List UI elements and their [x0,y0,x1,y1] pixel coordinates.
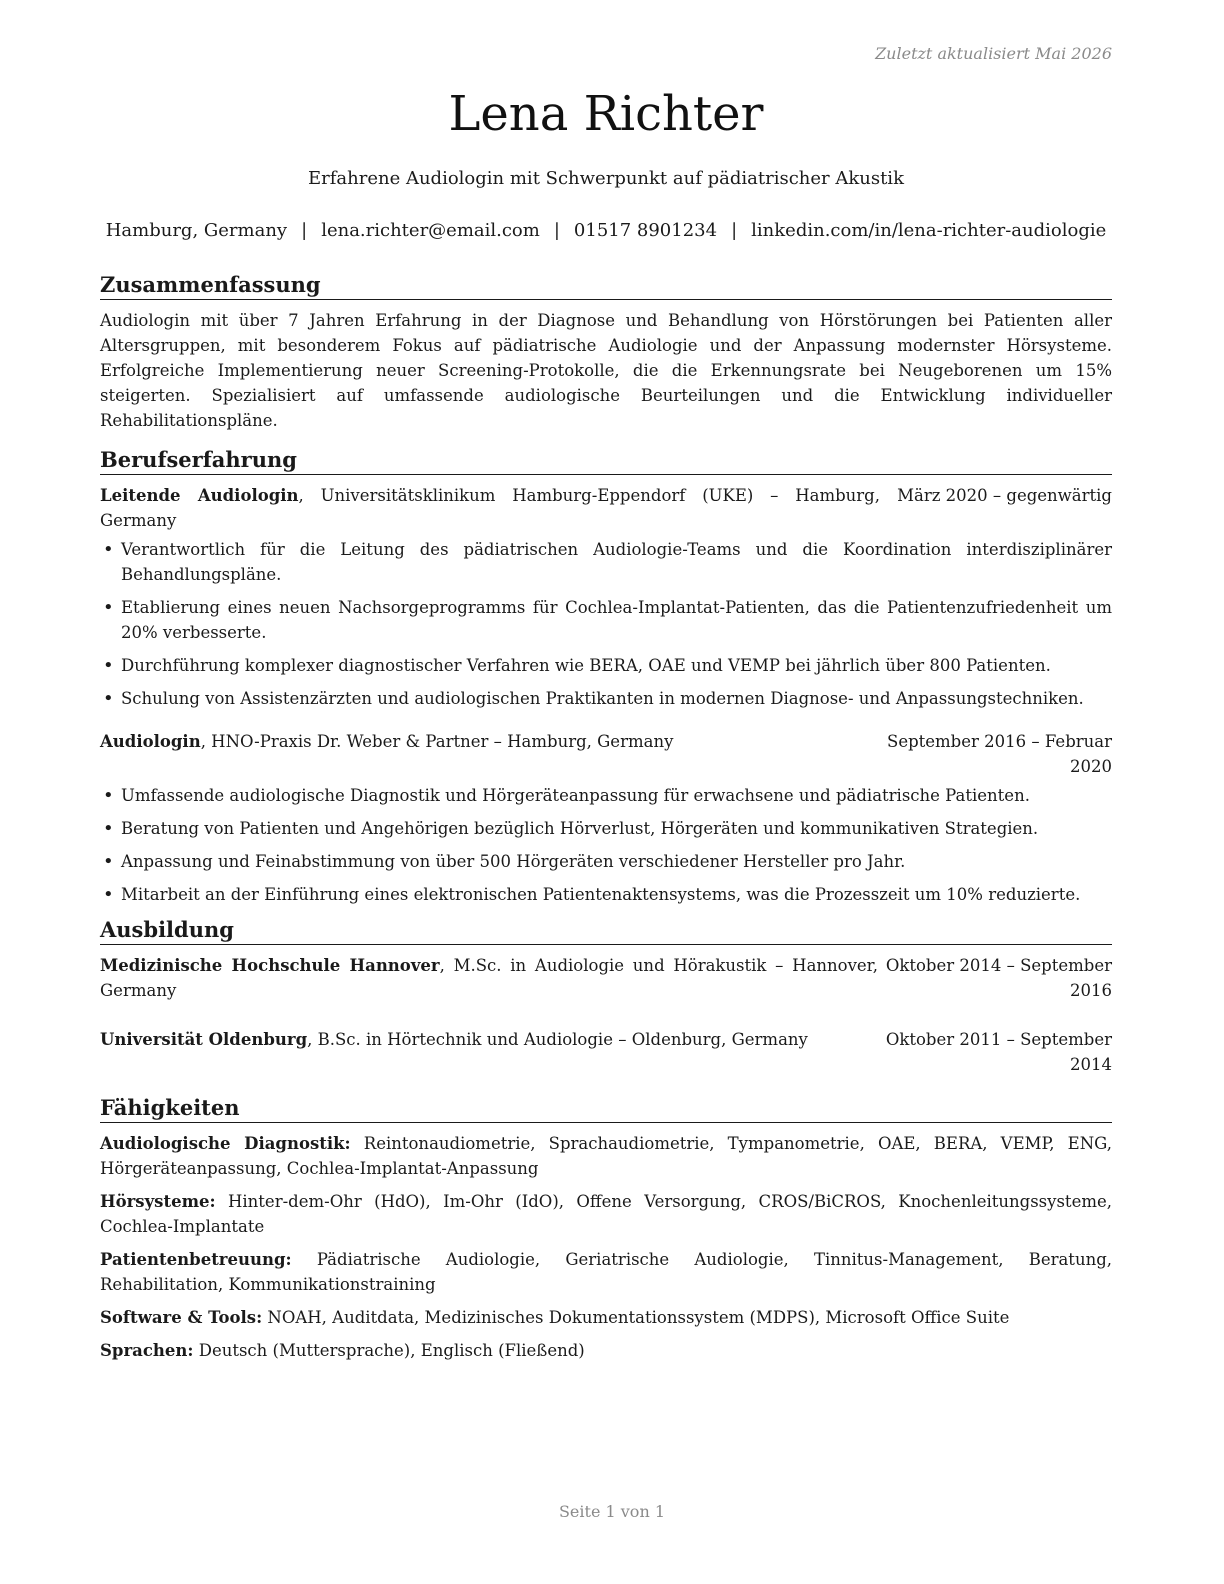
education-line [100,953,878,1003]
skill-row [100,1189,1112,1239]
resume-content [100,272,1112,1371]
skills-section [100,1095,1112,1363]
tagline: Erfahrene Audiologin mit Schwerpunkt auf pädiatrischer Akustik [308,168,904,189]
education-entry [100,1027,1112,1077]
job-bullet: • Umfassende audiologische Diagnostik und Hörgeräteanpassung für erwachsene und pädiatrische Patienten. [100,783,1112,808]
job-header [100,729,1112,779]
degree-info: , M.Sc. in Audiologie und Hörakustik – Hannover, Germany [100,956,878,1000]
contact-separator: | [553,220,560,241]
skill-label: Software & Tools: [100,1308,263,1327]
job-title: Audiologin [100,732,201,751]
degree-info: , B.Sc. in Hörtechnik und Audiologie – Oldenburg, Germany [307,1030,808,1049]
job-employer: , Universitätsklinikum Hamburg-Eppendorf (UKE) – Hamburg, Germany [100,486,880,530]
contact-linkedin[interactable]: linkedin.com/in/lena-richter-audiologie [751,220,1107,241]
skill-row [100,1247,1112,1297]
person-name: Lena Richter [448,86,764,142]
job-title-line [100,483,880,533]
skill-label: Sprachen: [100,1341,194,1360]
skill-label: Audiologische Diagnostik: [100,1134,351,1153]
job-entry [100,729,1112,907]
section-heading-skills: Fähigkeiten [100,1095,1112,1123]
job-dates: März 2020 – gegenwärtig [897,486,1112,505]
experience-section [100,447,1112,907]
contact-location: Hamburg, Germany [105,220,288,241]
page-number: Seite 1 von 1 [558,1502,666,1521]
job-employer: , HNO-Praxis Dr. Weber & Partner – Hamburg, Germany [200,732,674,751]
job-title-line [100,729,673,754]
skill-label: Hörsysteme: [100,1192,216,1211]
job-title: Leitende Audiologin [100,486,299,505]
education-line [100,1027,808,1052]
job-dates: September 2016 – Februar 2020 [887,732,1112,776]
contact-email[interactable]: lena.richter@email.com [321,220,540,241]
education-entry [100,953,1112,1003]
summary-text: Audiologin mit über 7 Jahren Erfahrung in der Diagnose und Behandlung von Hörstörungen bei Patienten aller Altersgruppen, mit besonderem Fokus auf pädiatrische Audiologie und der Anpassung modernster Hörsysteme. Erfolgreiche Implementierung neuer Screening-Protokolle, die die Erkennungsrate bei Neugeborenen um 15% steigerten. Spezialisiert auf umfassende audiologische Beurteilungen und die Entwicklung individueller Rehabilitationspläne. [100,311,1112,430]
job-entry [100,483,1112,711]
skill-text: Hinter-dem-Ohr (HdO), Im-Ohr (IdO), Offene Versorgung, CROS/BiCROS, Knochenleitungssysteme, Cochlea-Implantate [100,1192,1112,1236]
skill-text: NOAH, Auditdata, Medizinisches Dokumentationssystem (MDPS), Microsoft Office Suite [262,1308,1010,1327]
education-dates: Oktober 2014 – September 2016 [885,956,1112,1000]
school-name: Medizinische Hochschule Hannover [100,956,440,975]
skill-text: Deutsch (Muttersprache), Englisch (Fließend) [193,1341,585,1360]
job-bullet: • Beratung von Patienten und Angehörigen bezüglich Hörverlust, Hörgeräten und kommunikativen Strategien. [100,816,1112,841]
summary-section [100,272,1112,433]
job-header [100,483,1112,533]
skill-row [100,1338,1112,1363]
skill-row [100,1131,1112,1181]
education-dates: Oktober 2011 – September 2014 [885,1030,1112,1074]
job-bullet: • Durchführung komplexer diagnostischer Verfahren wie BERA, OAE und VEMP bei jährlich über 800 Patienten. [100,653,1112,678]
education-section [100,917,1112,1077]
contact-separator: | [301,220,308,241]
contact-separator: | [731,220,738,241]
skill-text: Pädiatrische Audiologie, Geriatrische Audiologie, Tinnitus-Management, Beratung, Rehabilitation, Kommunikationstraining [100,1250,1112,1294]
last-updated: Zuletzt aktualisiert Mai 2026 [875,44,1112,63]
job-bullet: • Schulung von Assistenzärzten und audiologischen Praktikanten in modernen Diagnose- und Anpassungstechniken. [100,686,1112,711]
section-heading-summary: Zusammenfassung [100,272,1112,300]
job-bullet: • Anpassung und Feinabstimmung von über 500 Hörgeräten verschiedener Hersteller pro Jahr. [100,849,1112,874]
job-bullet: • Mitarbeit an der Einführung eines elektronischen Patientenaktensystems, was die Prozesszeit um 10% reduzierte. [100,882,1112,907]
contact-line [100,220,1112,241]
section-heading-education: Ausbildung [100,917,1112,945]
skill-text: Reintonaudiometrie, Sprachaudiometrie, Tympanometrie, OAE, BERA, VEMP, ENG, Hörgeräteanpassung, Cochlea-Implantat-Anpassung [100,1134,1112,1178]
job-bullets [100,783,1112,907]
section-heading-experience: Berufserfahrung [100,447,1112,475]
contact-phone: 01517 8901234 [573,220,718,241]
job-bullets [100,537,1112,711]
job-bullet: • Etablierung eines neuen Nachsorgeprogramms für Cochlea-Implantat-Patienten, das die Patientenzufriedenheit um 20% verbesserte. [100,595,1112,645]
school-name: Universität Oldenburg [100,1030,308,1049]
skill-label: Patientenbetreuung: [100,1250,292,1269]
skill-row [100,1305,1112,1330]
job-bullet: • Verantwortlich für die Leitung des pädiatrischen Audiologie-Teams und die Koordination interdisziplinärer Behandlungspläne. [100,537,1112,587]
